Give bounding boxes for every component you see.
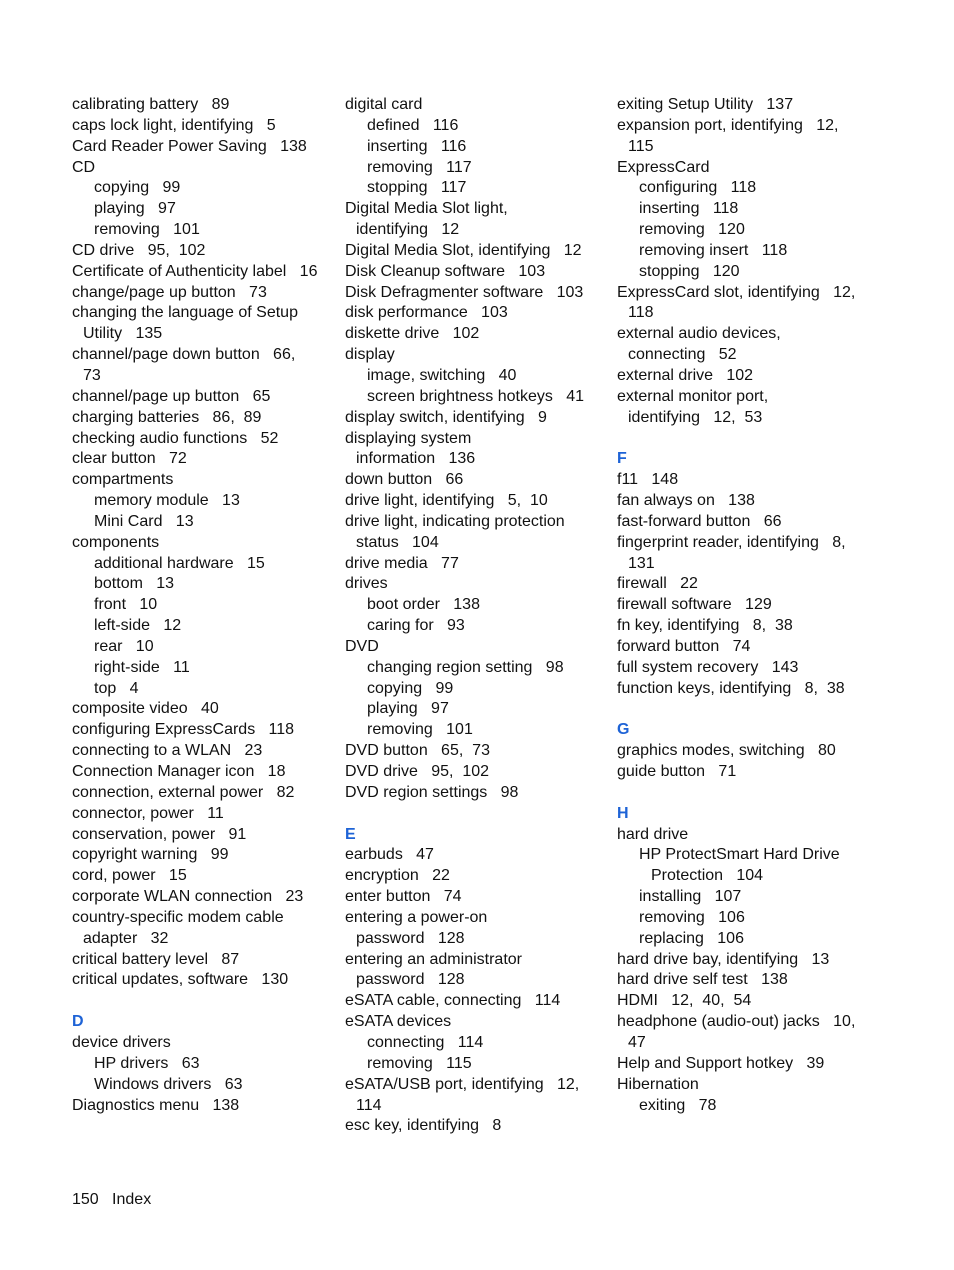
index-entry: components xyxy=(72,533,160,551)
index-entry: connection, external power 82 xyxy=(72,783,295,801)
index-entry: hard drive self test 138 xyxy=(617,971,788,989)
index-subentry: removing 101 xyxy=(367,721,473,739)
index-entry: charging batteries 86, 89 xyxy=(72,408,262,426)
index-entry: change/page up button 73 xyxy=(72,283,267,301)
index-entry: esc key, identifying 8 xyxy=(345,1117,502,1135)
index-subentry: caring for 93 xyxy=(367,617,465,635)
index-entry: fan always on 138 xyxy=(617,492,755,510)
index-entry: copyright warning 99 xyxy=(72,846,229,864)
index-entry: compartments xyxy=(72,471,174,489)
index-entry: Disk Cleanup software 103 xyxy=(345,262,546,280)
index-entry: cord, power 15 xyxy=(72,867,187,885)
index-subentry: inserting 118 xyxy=(639,200,739,218)
index-subentry: removing 115 xyxy=(367,1054,472,1072)
section-letter-heading: G xyxy=(617,721,630,739)
index-subentry: removing 101 xyxy=(94,221,200,239)
index-entry: graphics modes, switching 80 xyxy=(617,742,836,760)
index-entry-continuation: password 128 xyxy=(356,929,465,947)
index-subentry: removing insert 118 xyxy=(639,241,788,259)
index-entry: DVD region settings 98 xyxy=(345,783,519,801)
index-entry: CD xyxy=(72,158,96,176)
index-entry: function keys, identifying 8, 38 xyxy=(617,679,845,697)
index-entry-continuation: 114 xyxy=(356,1096,382,1114)
index-entry-continuation: 131 xyxy=(628,554,655,572)
index-entry: hard drive bay, identifying 13 xyxy=(617,950,830,968)
index-entry: firewall software 129 xyxy=(617,596,772,614)
index-entry: headphone (audio-out) jacks 10, xyxy=(617,1013,856,1031)
index-entry-continuation: 115 xyxy=(628,137,654,155)
index-entry: connecting to a WLAN 23 xyxy=(72,742,263,760)
index-entry: conservation, power 91 xyxy=(72,825,247,843)
index-entry-continuation: adapter 32 xyxy=(83,929,169,947)
index-entry: enter button 74 xyxy=(345,888,462,906)
index-subentry: bottom 13 xyxy=(94,575,175,593)
index-subentry: removing 106 xyxy=(639,908,745,926)
index-subentry: inserting 116 xyxy=(367,137,467,155)
index-column-2 xyxy=(345,95,584,1137)
index-entry: entering an administrator xyxy=(345,950,522,968)
index-entry: down button 66 xyxy=(345,471,464,489)
index-subentry: exiting 78 xyxy=(639,1096,717,1114)
index-entry: DVD drive 95, 102 xyxy=(345,763,490,780)
section-letter-heading: H xyxy=(617,804,629,822)
index-subentry: configuring 118 xyxy=(639,179,757,197)
index-entry: drive media 77 xyxy=(345,554,459,572)
index-entry: earbuds 47 xyxy=(345,846,434,864)
index-entry: country-specific modem cable xyxy=(72,908,284,926)
index-entry: drive light, indicating protection xyxy=(345,512,565,530)
index-entry: Hibernation xyxy=(617,1075,699,1093)
index-entry: fast-forward button 66 xyxy=(617,512,782,530)
index-entry: f11 148 xyxy=(617,471,679,489)
index-entry: exiting Setup Utility 137 xyxy=(617,96,794,113)
index-entry: caps lock light, identifying 5 xyxy=(72,116,276,134)
index-entry: display switch, identifying 9 xyxy=(345,408,547,426)
index-subentry: boot order 138 xyxy=(367,596,480,614)
index-entry: fingerprint reader, identifying 8, xyxy=(617,533,846,551)
index-subentry: right-side 11 xyxy=(94,658,190,676)
index-entry: checking audio functions 52 xyxy=(72,429,279,447)
index-subentry: rear 10 xyxy=(94,637,154,655)
index-subentry: Windows drivers 63 xyxy=(94,1075,243,1093)
index-entry: DVD xyxy=(345,637,379,655)
index-subentry: defined 116 xyxy=(367,116,459,134)
index-entry: expansion port, identifying 12, xyxy=(617,116,839,134)
index-subentry: stopping 120 xyxy=(639,262,740,280)
index-entry: eSATA cable, connecting 114 xyxy=(345,992,561,1010)
index-entry: drive light, identifying 5, 10 xyxy=(345,492,548,510)
index-entry: guide button 71 xyxy=(617,763,737,780)
index-subentry: additional hardware 15 xyxy=(94,554,265,572)
index-entry: firewall 22 xyxy=(617,575,698,593)
section-gap xyxy=(617,429,855,450)
section-gap xyxy=(617,699,855,720)
index-entry-continuation: Utility 135 xyxy=(83,325,163,343)
index-entry-continuation: identifying 12, 53 xyxy=(628,408,763,426)
index-entry: critical updates, software 130 xyxy=(72,971,289,989)
index-subentry: memory module 13 xyxy=(94,492,240,510)
section-gap xyxy=(617,783,855,804)
index-subentry: image, switching 40 xyxy=(367,366,517,384)
index-entry: critical battery level 87 xyxy=(72,950,240,968)
index-entry-continuation: 47 xyxy=(628,1033,646,1051)
index-entry: channel/page down button 66, xyxy=(72,346,296,364)
section-gap xyxy=(345,804,584,825)
index-column-1 xyxy=(72,95,317,1116)
index-entry: forward button 74 xyxy=(617,637,751,655)
index-entry: Certificate of Authenticity label 16 xyxy=(72,262,318,280)
index-entry: Connection Manager icon 18 xyxy=(72,763,286,780)
index-entry: Digital Media Slot light, xyxy=(345,200,508,218)
index-entry: Digital Media Slot, identifying 12 xyxy=(345,241,582,259)
index-subentry: playing 97 xyxy=(94,200,176,218)
index-entry: entering a power-on xyxy=(345,908,488,926)
index-subentry: copying 99 xyxy=(367,679,454,697)
index-entry: ExpressCard xyxy=(617,158,710,176)
index-entry: encryption 22 xyxy=(345,867,450,885)
index-entry: display xyxy=(345,346,395,364)
index-entry: Help and Support hotkey 39 xyxy=(617,1054,825,1072)
index-subentry: front 10 xyxy=(94,596,158,614)
index-subentry: left-side 12 xyxy=(94,617,182,635)
index-entry: displaying system xyxy=(345,429,472,447)
index-entry: external audio devices, xyxy=(617,325,781,343)
section-letter-heading: F xyxy=(617,450,627,468)
index-entry-continuation: information 136 xyxy=(356,450,476,468)
index-subentry: HP ProtectSmart Hard Drive xyxy=(639,846,840,864)
page-number: 150 xyxy=(72,1191,99,1208)
index-entry: ExpressCard slot, identifying 12, xyxy=(617,283,856,301)
index-entry: Diagnostics menu 138 xyxy=(72,1096,240,1114)
index-subentry: Mini Card 13 xyxy=(94,512,194,530)
section-gap xyxy=(72,991,317,1012)
index-entry: external monitor port, xyxy=(617,387,769,405)
index-entry: DVD button 65, 73 xyxy=(345,742,490,760)
index-subentry: top 4 xyxy=(94,679,139,697)
index-entry: eSATA/USB port, identifying 12, xyxy=(345,1075,580,1093)
index-subentry: stopping 117 xyxy=(367,179,467,197)
index-subentry: installing 107 xyxy=(639,888,742,906)
index-entry: Card Reader Power Saving 138 xyxy=(72,137,307,155)
index-subentry: screen brightness hotkeys 41 xyxy=(367,387,585,405)
section-letter-heading: D xyxy=(72,1013,84,1031)
page-footer xyxy=(72,1191,151,1209)
index-entry: calibrating battery 89 xyxy=(72,96,230,113)
index-entry-continuation: identifying 12 xyxy=(356,221,460,239)
index-entry: hard drive xyxy=(617,825,689,843)
index-subentry: removing 120 xyxy=(639,221,745,239)
index-entry-continuation: connecting 52 xyxy=(628,346,737,364)
index-entry: eSATA devices xyxy=(345,1013,452,1031)
index-entry-continuation: 73 xyxy=(83,366,101,384)
index-entry: HDMI 12, 40, 54 xyxy=(617,992,752,1010)
index-entry: channel/page up button 65 xyxy=(72,387,271,405)
index-column-3 xyxy=(617,95,855,1116)
index-entry: corporate WLAN connection 23 xyxy=(72,888,304,906)
index-entry: CD drive 95, 102 xyxy=(72,241,206,259)
index-entry-continuation: 118 xyxy=(628,304,654,322)
index-entry: device drivers xyxy=(72,1033,171,1051)
index-entry: full system recovery 143 xyxy=(617,658,799,676)
index-entry: fn key, identifying 8, 38 xyxy=(617,617,793,635)
index-entry: disk performance 103 xyxy=(345,304,508,322)
index-entry-continuation: status 104 xyxy=(356,533,439,551)
index-entry: Disk Defragmenter software 103 xyxy=(345,283,584,301)
index-subentry-continuation: Protection 104 xyxy=(651,867,764,885)
index-entry-continuation: password 128 xyxy=(356,971,465,989)
index-subentry: changing region setting 98 xyxy=(367,658,564,676)
index-entry: external drive 102 xyxy=(617,366,754,384)
index-entry: changing the language of Setup xyxy=(72,304,298,322)
index-subentry: removing 117 xyxy=(367,158,472,176)
index-entry: digital card xyxy=(345,96,423,113)
index-subentry: replacing 106 xyxy=(639,929,744,947)
section-letter-heading: E xyxy=(345,825,356,843)
index-entry: clear button 72 xyxy=(72,450,187,468)
index-subentry: HP drivers 63 xyxy=(94,1054,200,1072)
index-entry: drives xyxy=(345,575,388,593)
index-entry: diskette drive 102 xyxy=(345,325,480,343)
index-subentry: connecting 114 xyxy=(367,1033,484,1051)
index-entry: composite video 40 xyxy=(72,700,219,718)
index-entry: configuring ExpressCards 118 xyxy=(72,721,295,739)
index-subentry: playing 97 xyxy=(367,700,449,718)
footer-section-title: Index xyxy=(112,1191,152,1208)
index-subentry: copying 99 xyxy=(94,179,181,197)
index-entry: connector, power 11 xyxy=(72,804,224,822)
